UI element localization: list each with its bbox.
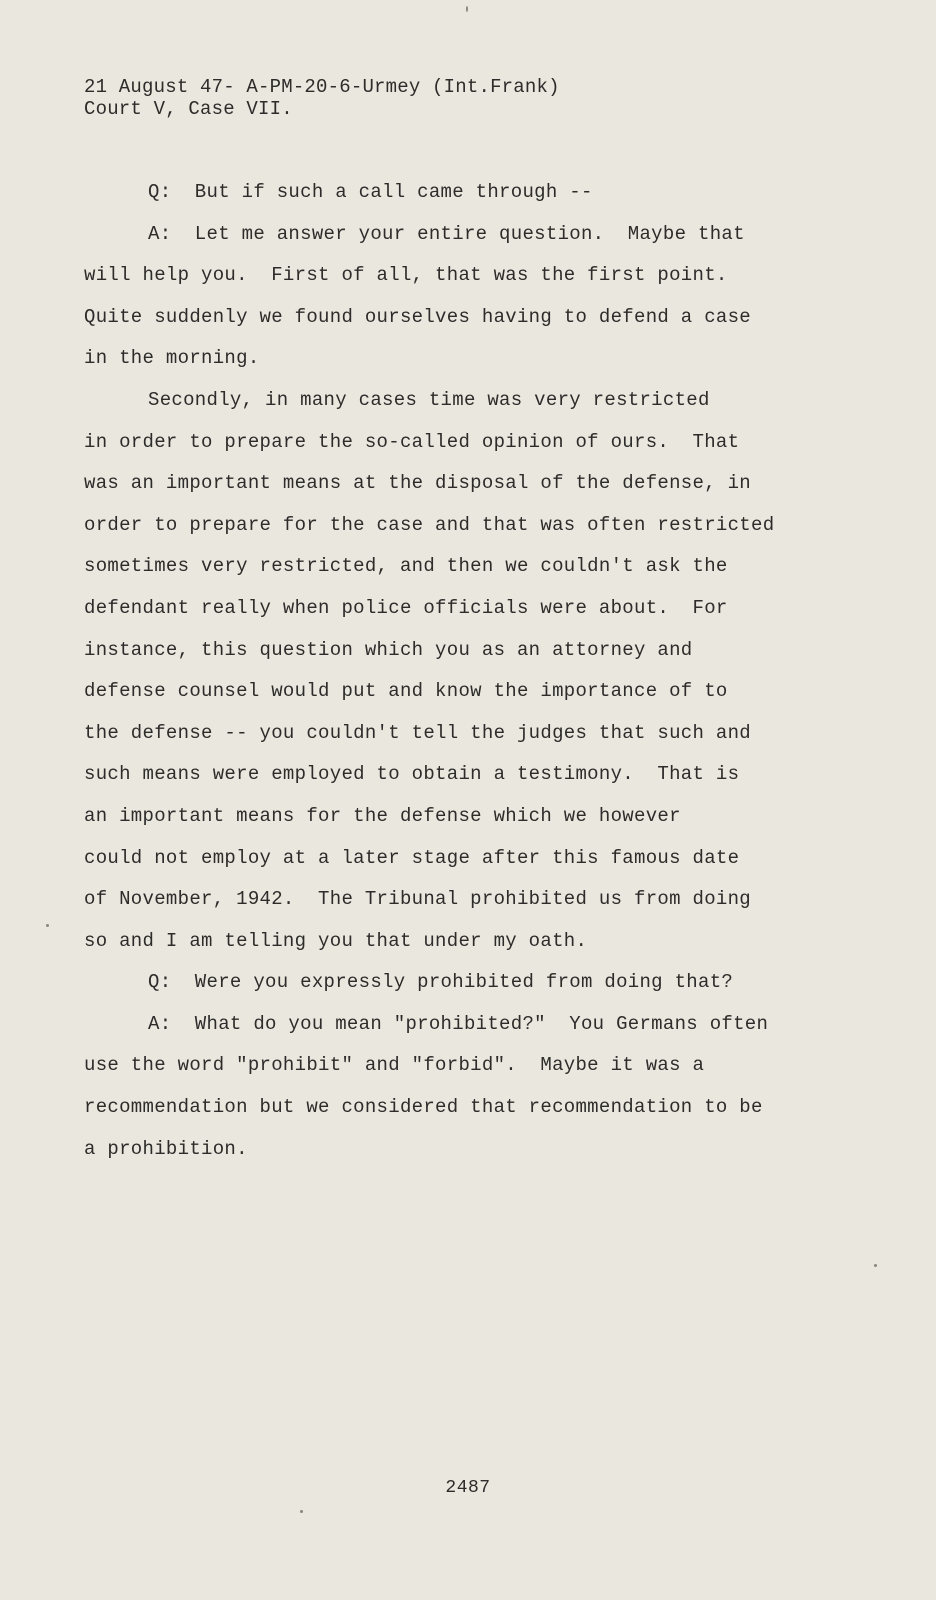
transcript-line: such means were employed to obtain a testimony. That is bbox=[84, 763, 740, 786]
transcript-line: of November, 1942. The Tribunal prohibited us from doing bbox=[84, 888, 752, 911]
document-header bbox=[84, 76, 560, 120]
transcript-line: sometimes very restricted, and then we couldn't ask the bbox=[84, 555, 728, 578]
transcript-line: use the word "prohibit" and "forbid". Maybe it was a bbox=[84, 1054, 705, 1077]
header-session-line: 21 August 47- A-PM-20-6-Urmey (Int.Frank) bbox=[84, 76, 560, 98]
transcript-line: the defense -- you couldn't tell the judges that such and bbox=[84, 721, 752, 744]
page-number: 2487 bbox=[445, 1478, 491, 1498]
transcript-line: recommendation but we considered that recommendation to be bbox=[84, 1096, 763, 1119]
paper-speck bbox=[46, 924, 49, 927]
transcript-line: could not employ at a later stage after this famous date bbox=[84, 846, 740, 869]
transcript-line: Q: But if such a call came through -- bbox=[148, 181, 593, 203]
transcript-line: will help you. First of all, that was the first point. bbox=[84, 264, 728, 287]
transcript-line: a prohibition. bbox=[84, 1137, 248, 1160]
transcript-line: A: Let me answer your entire question. Maybe that bbox=[148, 222, 745, 245]
transcript-line: so and I am telling you that under my oath. bbox=[84, 929, 588, 952]
transcript-line: in the morning. bbox=[84, 347, 260, 370]
transcript-line: A: What do you mean "prohibited?" You Germans often bbox=[148, 1012, 769, 1035]
paper-speck bbox=[466, 6, 468, 12]
transcript-line: Secondly, in many cases time was very restricted bbox=[148, 388, 710, 411]
transcript-line: Q: Were you expressly prohibited from doing that? bbox=[148, 971, 734, 994]
transcript-line: an important means for the defense which we however bbox=[84, 804, 681, 827]
transcript-body bbox=[84, 172, 824, 1170]
paper-speck bbox=[874, 1264, 877, 1267]
transcript-line: in order to prepare the so-called opinion of ours. That bbox=[84, 430, 740, 453]
transcript-line: was an important means at the disposal of the defense, in bbox=[84, 472, 752, 495]
transcript-line: order to prepare for the case and that was often restricted bbox=[84, 513, 775, 536]
paper-speck bbox=[300, 1510, 303, 1513]
header-court-line: Court V, Case VII. bbox=[84, 98, 293, 120]
transcript-line: defense counsel would put and know the importance of to bbox=[84, 680, 728, 703]
transcript-line: defendant really when police officials were about. For bbox=[84, 596, 728, 619]
transcript-line: Quite suddenly we found ourselves having to defend a case bbox=[84, 305, 752, 328]
transcript-line: instance, this question which you as an attorney and bbox=[84, 638, 693, 661]
